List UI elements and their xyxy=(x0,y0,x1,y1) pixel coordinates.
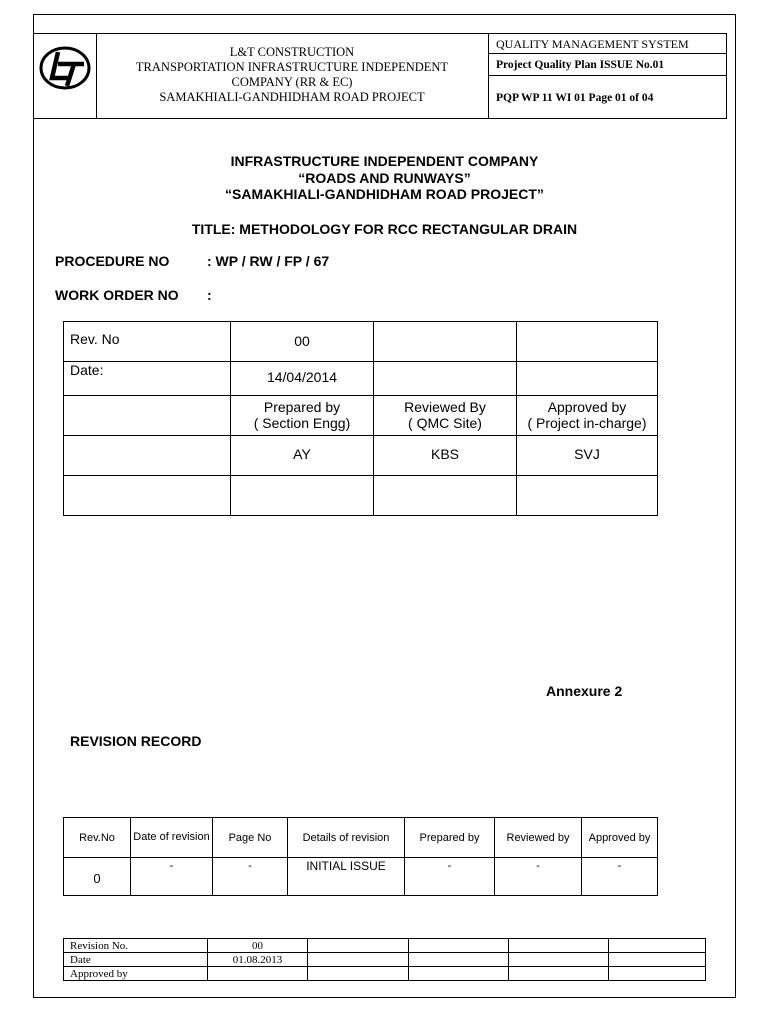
company-name-block xyxy=(96,34,489,118)
division-heading: “ROADS AND RUNWAYS” xyxy=(298,169,471,186)
table-row xyxy=(64,953,706,967)
col-header: Page No xyxy=(213,818,288,858)
rev-cell: INITIAL ISSUE xyxy=(288,858,405,896)
footer-approved-label: Approved by xyxy=(64,967,208,981)
col-header: Date of revision xyxy=(131,818,213,858)
footer-date-value: 01.08.2013 xyxy=(208,953,308,967)
reviewed-by-cell xyxy=(374,396,517,436)
rev-cell: - xyxy=(405,858,495,896)
company-heading: INFRASTRUCTURE INDEPENDENT COMPANY xyxy=(230,153,539,169)
project-heading: “SAMAKHIALI-GANDHIDHAM ROAD PROJECT” xyxy=(225,186,544,202)
empty-cell xyxy=(517,362,658,396)
qms-label: QUALITY MANAGEMENT SYSTEM xyxy=(489,34,726,54)
empty-cell xyxy=(374,362,517,396)
col-header: Details of revision xyxy=(288,818,405,858)
empty-cell xyxy=(609,967,706,981)
procedure-no-value: : WP / RW / FP / 67 xyxy=(207,253,330,269)
doc-reference-label: PQP WP 11 WI 01 Page 01 of 04 xyxy=(496,92,654,104)
revision-record-table xyxy=(63,817,658,896)
revision-record-heading: REVISION RECORD xyxy=(70,733,202,749)
document-reference-block xyxy=(489,34,726,118)
approved-by-role: ( Project in-charge) xyxy=(527,415,647,431)
empty-cell xyxy=(374,476,517,516)
empty-cell xyxy=(308,967,409,981)
prepared-by-name: AY xyxy=(231,436,374,476)
approved-by-cell xyxy=(517,396,658,436)
empty-cell xyxy=(609,953,706,967)
table-row xyxy=(64,322,658,362)
col-header: Approved by xyxy=(582,818,658,858)
empty-cell xyxy=(517,322,658,362)
title-block xyxy=(33,153,736,237)
footer-revision-label: Revision No. xyxy=(64,939,208,953)
table-row xyxy=(64,858,658,896)
empty-cell xyxy=(517,476,658,516)
footer-date-label: Date xyxy=(64,953,208,967)
prepared-by-role: ( Section Engg) xyxy=(253,415,351,431)
company-line-4: SAMAKHIALI-GANDHIDHAM ROAD PROJECT xyxy=(159,90,425,104)
empty-cell xyxy=(308,939,409,953)
reviewed-by-name: KBS xyxy=(374,436,517,476)
empty-cell xyxy=(409,953,509,967)
prepared-by-label: Prepared by xyxy=(263,399,341,415)
rev-cell: - xyxy=(582,858,658,896)
empty-cell xyxy=(409,967,509,981)
table-row xyxy=(64,476,658,516)
empty-cell xyxy=(208,967,308,981)
approved-by-name: SVJ xyxy=(517,436,658,476)
empty-cell xyxy=(231,476,374,516)
footer-revision-value: 00 xyxy=(208,939,308,953)
company-line-1: L&T CONSTRUCTION xyxy=(229,45,355,59)
work-order-value: : xyxy=(207,287,212,303)
rev-cell: 0 xyxy=(64,858,131,896)
rev-no-label: Rev. No xyxy=(64,322,231,362)
empty-cell xyxy=(308,953,409,967)
rev-cell: - xyxy=(131,858,213,896)
empty-cell xyxy=(609,939,706,953)
table-row xyxy=(64,818,658,858)
table-row xyxy=(64,362,658,396)
empty-cell xyxy=(509,953,609,967)
company-line-3: COMPANY (RR & EC) xyxy=(231,75,353,89)
work-order-label: WORK ORDER NO xyxy=(55,287,179,303)
lt-logo-icon xyxy=(34,34,96,118)
annexure-label: Annexure 2 xyxy=(546,683,623,699)
document-header xyxy=(33,33,727,119)
col-header: Reviewed by xyxy=(495,818,582,858)
empty-cell xyxy=(374,322,517,362)
empty-cell xyxy=(409,939,509,953)
rev-no-value: 00 xyxy=(231,322,374,362)
rev-cell: - xyxy=(495,858,582,896)
prepared-by-cell xyxy=(231,396,374,436)
empty-cell xyxy=(64,436,231,476)
table-row xyxy=(64,436,658,476)
company-logo xyxy=(34,34,97,118)
empty-cell xyxy=(64,476,231,516)
approved-by-label: Approved by xyxy=(547,399,627,415)
date-label: Date: xyxy=(64,362,231,396)
reviewed-by-label: Reviewed By xyxy=(404,399,486,415)
table-row xyxy=(64,967,706,981)
date-value: 14/04/2014 xyxy=(231,362,374,396)
col-header: Rev.No xyxy=(64,818,131,858)
table-row xyxy=(64,396,658,436)
col-header: Prepared by xyxy=(405,818,495,858)
reviewed-by-role: ( QMC Site) xyxy=(408,415,482,431)
procedure-no-label: PROCEDURE NO xyxy=(55,253,170,269)
plan-issue-label: Project Quality Plan ISSUE No.01 xyxy=(489,54,726,76)
empty-cell xyxy=(509,967,609,981)
empty-cell xyxy=(509,939,609,953)
empty-cell xyxy=(64,396,231,436)
approval-table xyxy=(63,321,658,516)
company-line-2: TRANSPORTATION INFRASTRUCTURE INDEPENDENT xyxy=(135,60,449,74)
footer-table xyxy=(63,938,706,981)
table-row xyxy=(64,939,706,953)
document-title: TITLE: METHODOLOGY FOR RCC RECTANGULAR DRAIN xyxy=(191,220,578,237)
rev-cell: - xyxy=(213,858,288,896)
